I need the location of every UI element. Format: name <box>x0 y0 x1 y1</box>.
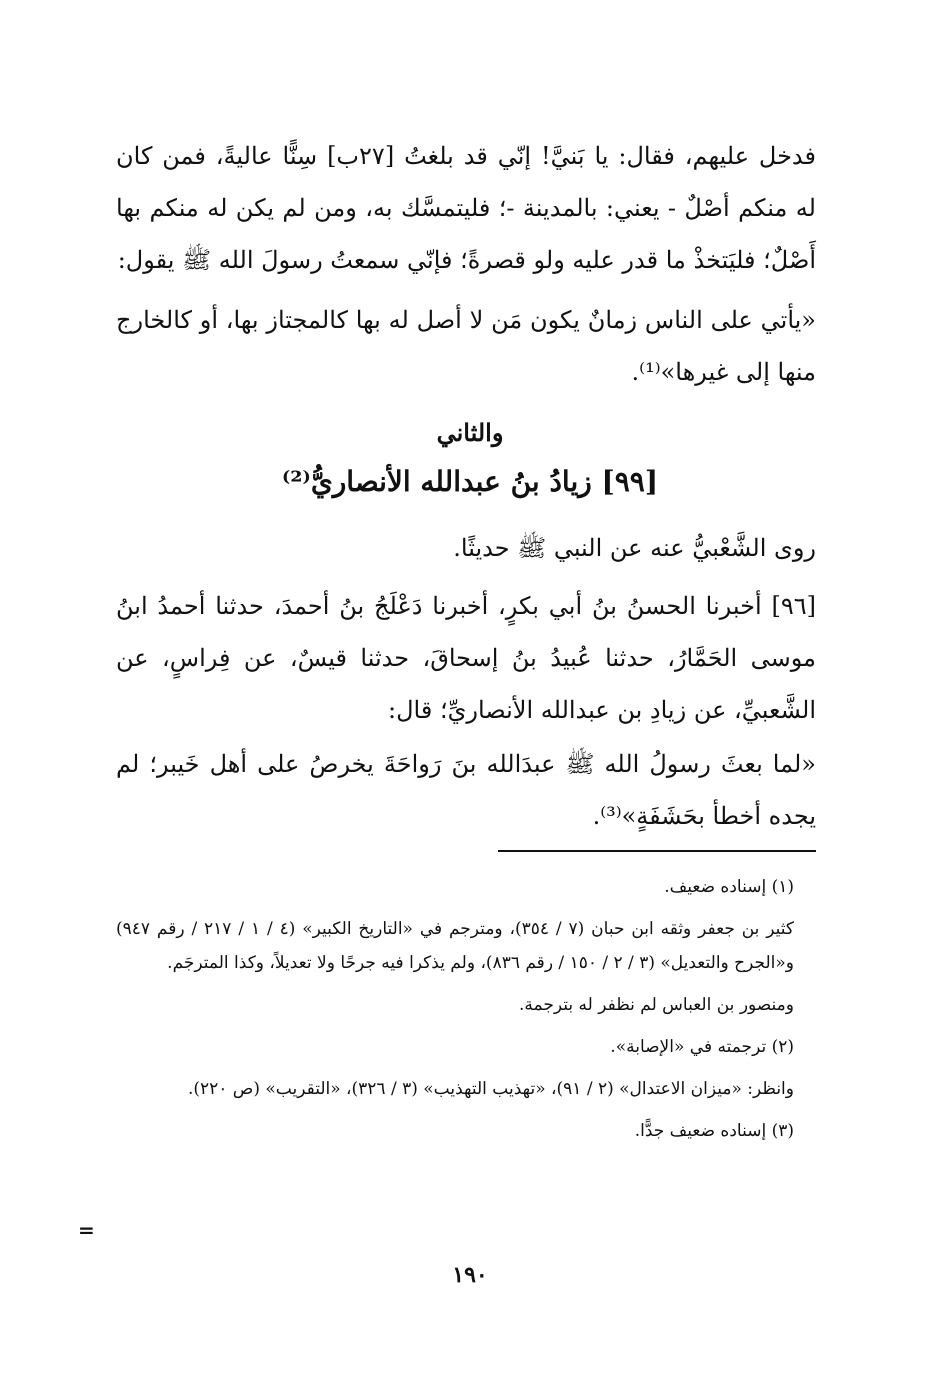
footnote-2-title: (٢) ترجمته في «الإصابة». <box>610 1037 794 1057</box>
paragraph-isnad <box>116 580 816 736</box>
paragraph-text: فدخل عليهم، فقال: يا بَنيَّ! إنّي قد بلغتُ [٢٧ب] سِنًّا عاليةً، فمن كان له منكم أصْلٌ - يعني: بالمدينة -؛ فليتمسَّك به، ومن لم يكن له منكم بها أَصْلٌ؛ فليَتخذْ ما قدر عليه ولو قصرةً؛ فإنّي سمعتُ رسولَ الله ﷺ يقول: <box>116 142 816 274</box>
isnad-text: [٩٦] أخبرنا الحسنُ بنُ أبي بكرٍ، أخبرنا دَعْلَجُ بنُ أحمدَ، حدثنا أحمدُ ابنُ موسى الحَمَّارُ، حدثنا عُبيدُ بنُ إسحاقَ، حدثنا قيسٌ، عن فِراسٍ، عن الشَّعبيِّ، عن زيادِ بن عبدالله الأنصاريِّ؛ قال: <box>116 592 816 724</box>
footnote-1-body: كثير بن جعفر وثقه ابن حبان (٧ / ٣٥٤)، ومترجم في «التاريخ الكبير» (٤ / ١ / ٢١٧ / رقم ٩٤٧) و«الجرح والتعديل» (٣ / ٢ / ١٥٠ / رقم ٨٣٦)، ولم يذكرا فيه جرحًا ولا تعديلاً، وكذا المترجَم. <box>116 919 794 973</box>
footnote-divider <box>498 850 816 852</box>
section-subheading: والثاني <box>436 418 504 447</box>
paragraph-hadith-2 <box>116 738 816 842</box>
hadith-text: «لما بعثَ رسولُ الله ﷺ عبدَالله بنَ رَواحَةَ يخرصُ على أهل خَيبر؛ لم يجده أخطأ بحَشَفَةٍ»⁽³⁾. <box>116 750 816 830</box>
footnote-1-extra: ومنصور بن العباس لم نظفر له بترجمة. <box>519 995 794 1015</box>
paragraph-hadith-1 <box>116 294 816 398</box>
entry-heading: [٩٩] زيادُ بنُ عبدالله الأنصاريُّ⁽²⁾ <box>281 465 659 498</box>
hadith-text: «يأتي على الناس زمانٌ يكون مَن لا أصل له بها كالمجتاز بها، أو كالخارج منها إلى غيرها»⁽¹⁾. <box>116 306 816 386</box>
page-number: ١٩٠ <box>452 1262 488 1288</box>
footnote-3-title: (٣) إسناده ضعيف جدًّا. <box>634 1121 794 1141</box>
paragraph-narration <box>116 130 816 286</box>
footnote-1-title: (١) إسناده ضعيف. <box>664 877 794 897</box>
paragraph-narrators <box>116 522 816 574</box>
paragraph-text: روى الشَّعْبيُّ عنه عن النبي ﷺ حديثًا. <box>453 534 816 562</box>
continuation-mark: = <box>78 1218 95 1242</box>
footnote-2-body: وانظر: «ميزان الاعتدال» (٢ / ٩١)، «تهذيب التهذيب» (٣ / ٣٢٦)، «التقريب» (ص ٢٢٠). <box>187 1079 794 1099</box>
footnotes <box>116 870 816 1156</box>
